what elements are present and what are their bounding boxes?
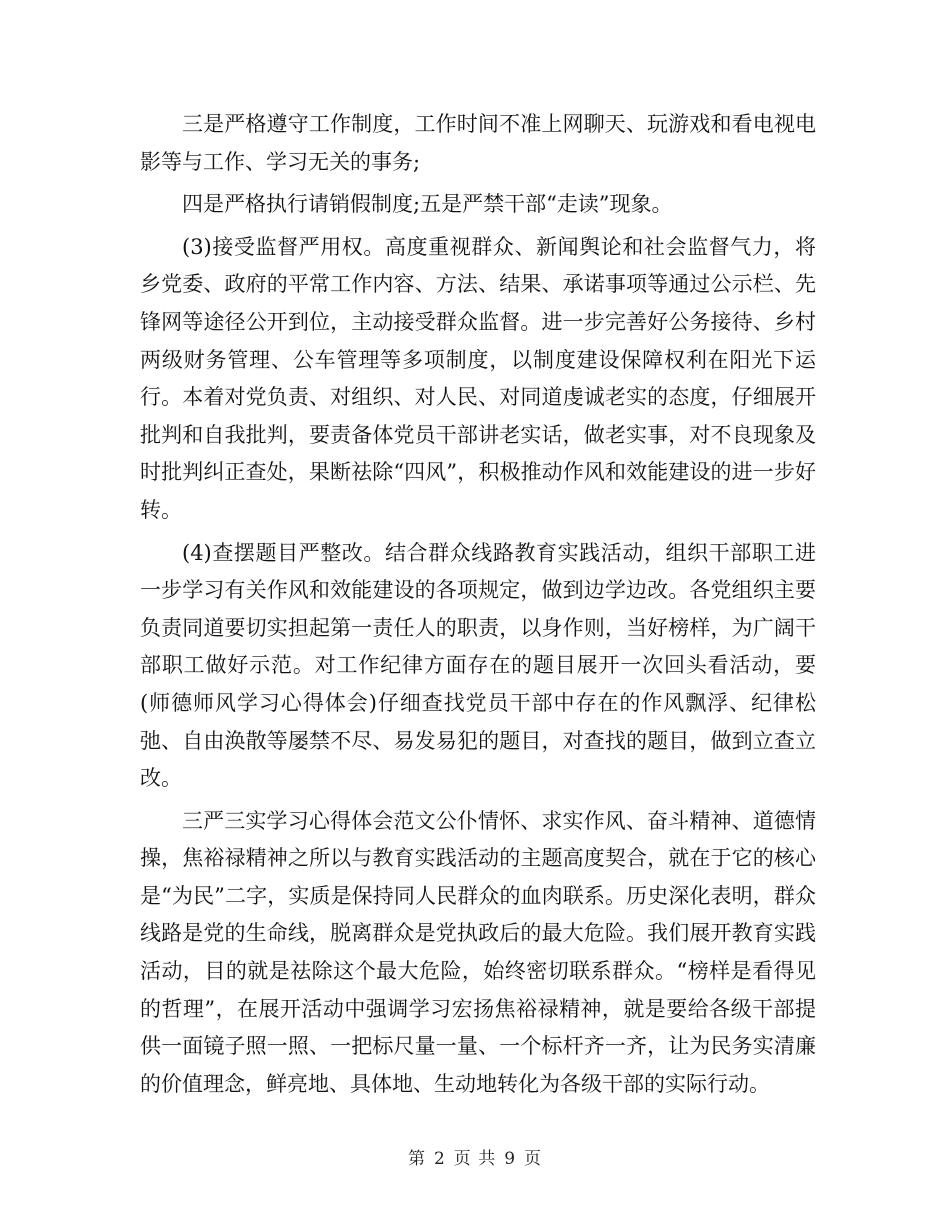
paragraph-3: (3)接受监督严用权。高度重视群众、新闻舆论和社会监督气力，将乡党委、政府的平常工作内容、方法、结果、承诺事项等通过公示栏、先锋网等途径公开到位，主动接受群众监督。进一步完善好公务接待、乡村两级财务管理、公车管理等多项制度，以制度建设保障权利在阳光下运行。本着对党负责、对组织、对人民、对同道虔诚老实的态度，仔细展开批判和自我批判，要责备体党员干部讲老实话，做老实事，对不良现象及时批判纠正查处，果断祛除“四风”，积极推动作风和效能建设的进一步好转。 xyxy=(140,234,816,522)
paragraph-5: 三严三实学习心得体会范文公仆情怀、求实作风、奋斗精神、道德情操，焦裕禄精神之所以与教育实践活动的主题高度契合，就在于它的核心是“为民”二字，实质是保持同人民群众的血肉联系。历史深化表明，群众线路是党的生命线，脱离群众是党执政后的最大危险。我们展开教育实践活动，目的就是祛除这个最大危险，始终密切联系群众。“榜样是看得见的哲理”，在展开活动中强调学习宏扬焦裕禄精神，就是要给各级干部提供一面镜子照一照、一把标尺量一量、一个标杆齐一齐，让为民务实清廉的价值理念，鲜亮地、具体地、生动地转化为各级干部的实际行动。 xyxy=(140,808,816,1096)
page-footer xyxy=(0,1144,950,1169)
footer-suffix: 页 xyxy=(524,1149,543,1169)
current-page-number: 2 xyxy=(433,1149,446,1169)
footer-prefix: 第 xyxy=(407,1149,426,1169)
total-page-number: 9 xyxy=(504,1149,517,1169)
paragraph-4: (4)查摆题目严整改。结合群众线路教育实践活动，组织干部职工进一步学习有关作风和效能建设的各项规定，做到边学边改。各党组织主要负责同道要切实担起第一责任人的职责，以身作则，当好榜样，为广阔干部职工做好示范。对工作纪律方面存在的题目展开一次回头看活动，要(师德师风学习心得体会)仔细查找党员干部中存在的作风飘浮、纪律松弛、自由涣散等屡禁不尽、易发易犯的题目，对查找的题目，做到立查立改。 xyxy=(140,540,816,791)
paragraph-1: 三是严格遵守工作制度，工作时间不准上网聊天、玩游戏和看电视电影等与工作、学习无关的事务; xyxy=(140,112,816,174)
body-text xyxy=(140,106,816,1108)
footer-middle: 页 共 xyxy=(453,1149,497,1169)
paragraph-2: 四是严格执行请销假制度;五是严禁干部“走读”现象。 xyxy=(182,192,673,217)
